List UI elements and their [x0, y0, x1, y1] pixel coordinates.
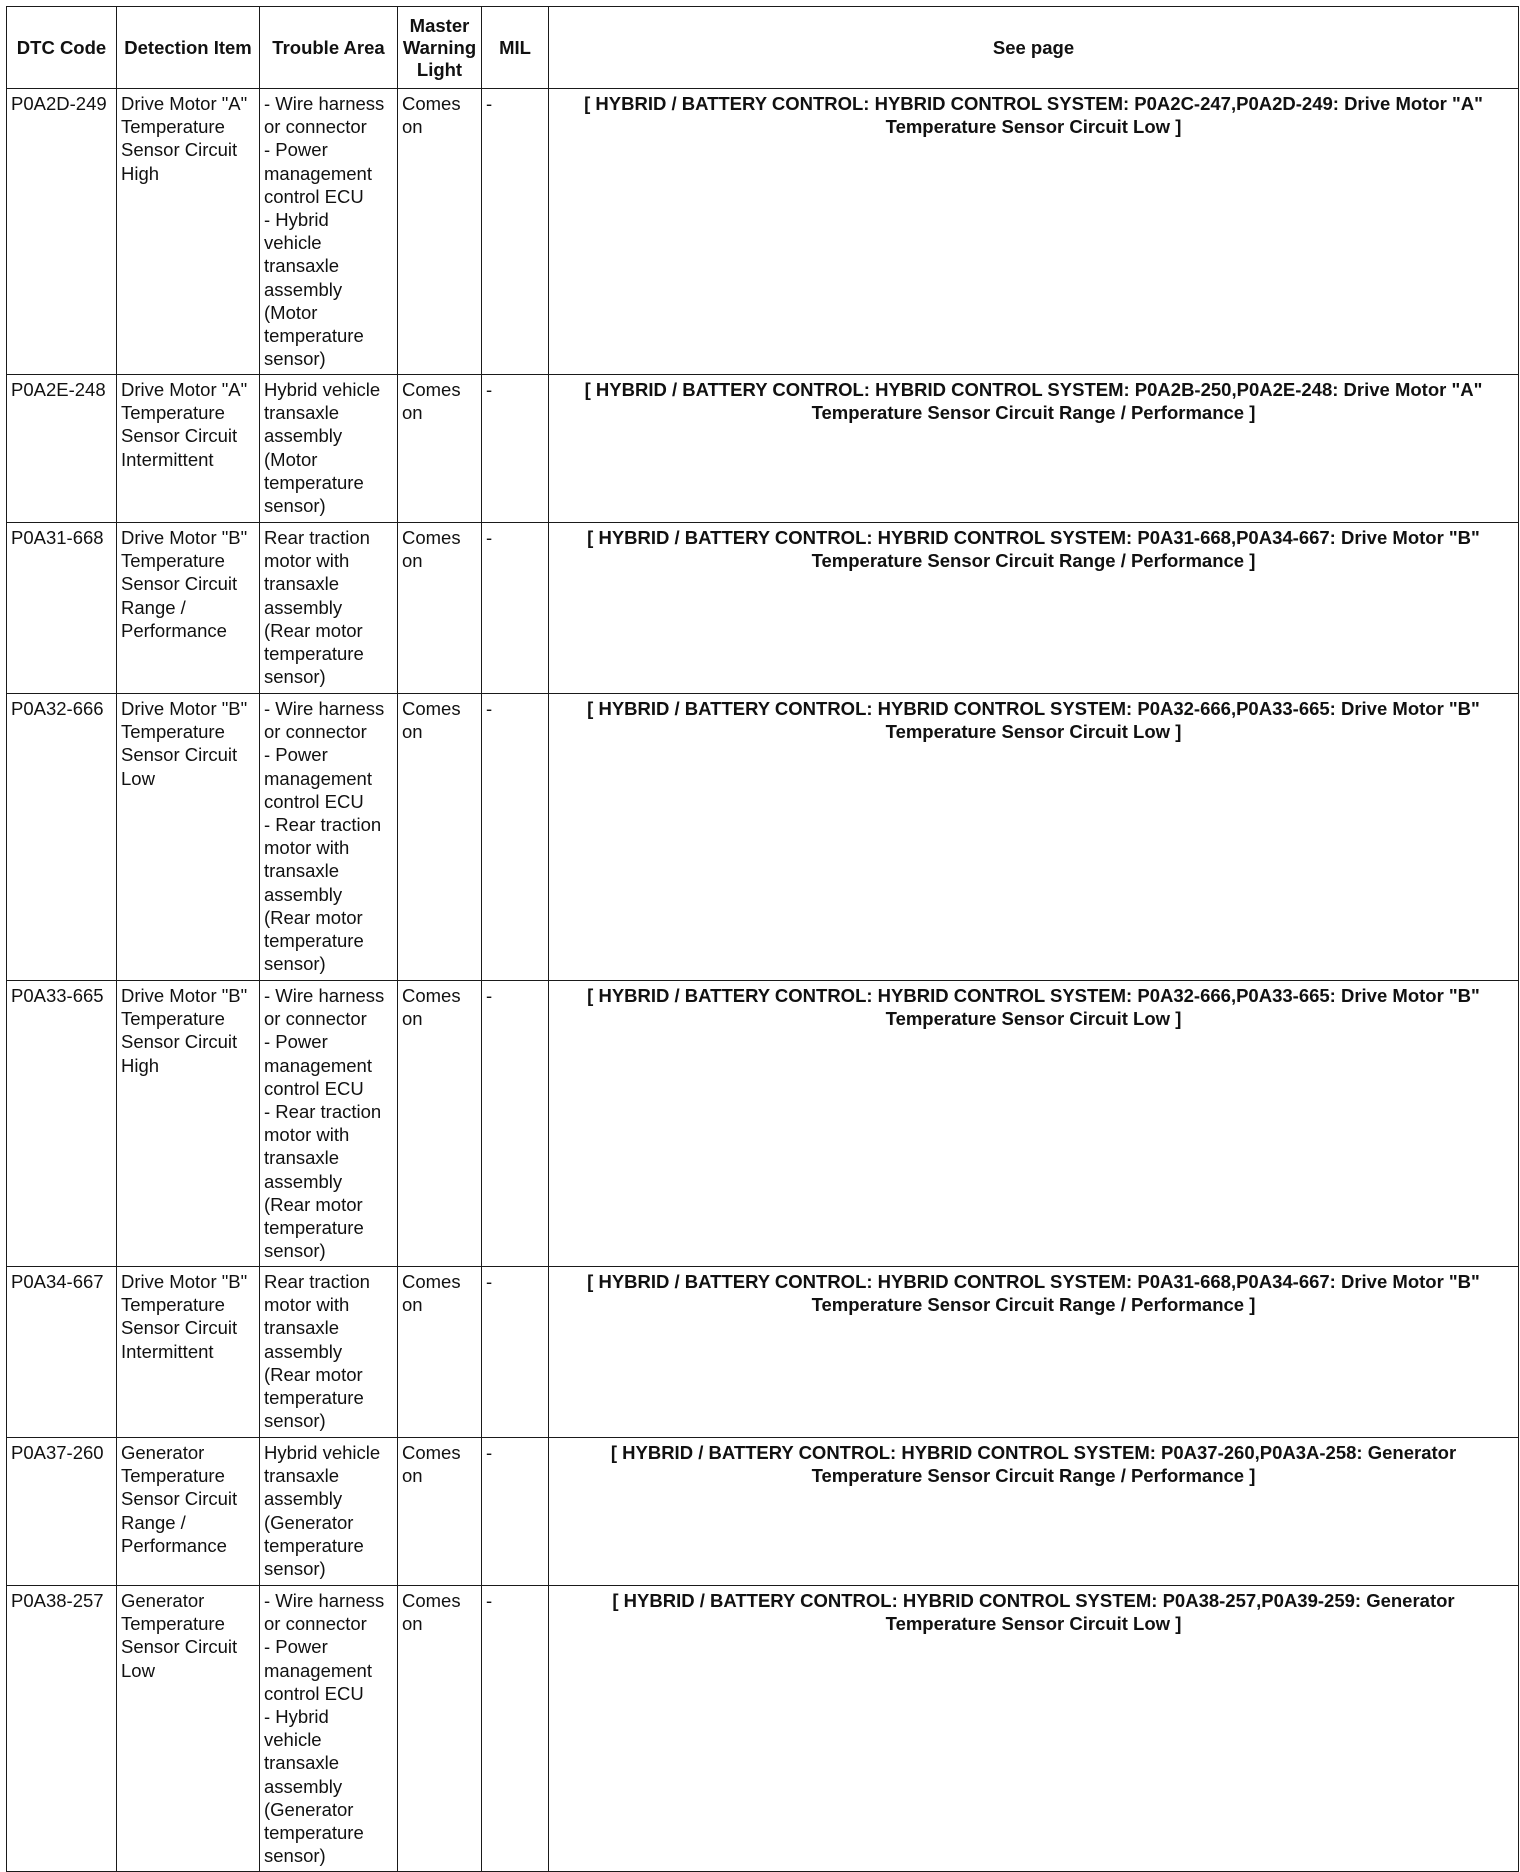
see-page-link[interactable]: [ HYBRID / BATTERY CONTROL: HYBRID CONTROL SYSTEM: P0A32-666,P0A33-665: Drive Motor "B" Temperature Sensor Circuit Low ] — [549, 981, 1519, 1267]
detection-item-cell: Generator Temperature Sensor Circuit Range / Performance — [117, 1438, 260, 1586]
header-mil: MIL — [482, 7, 549, 89]
dtc-code-cell: P0A34-667 — [7, 1267, 117, 1438]
see-page-link[interactable]: [ HYBRID / BATTERY CONTROL: HYBRID CONTROL SYSTEM: P0A38-257,P0A39-259: Generator Temperature Sensor Circuit Low ] — [549, 1586, 1519, 1872]
table-row — [7, 981, 1519, 1267]
master-warning-light-cell: Comes on — [398, 375, 482, 523]
header-detection-item: Detection Item — [117, 7, 260, 89]
mil-cell: - — [482, 694, 549, 981]
master-warning-light-cell: Comes on — [398, 1438, 482, 1586]
dtc-code-cell: P0A37-260 — [7, 1438, 117, 1586]
mil-cell: - — [482, 1267, 549, 1438]
master-warning-light-cell: Comes on — [398, 523, 482, 694]
mil-cell: - — [482, 1586, 549, 1872]
dtc-table — [6, 6, 1519, 1872]
table-row — [7, 1267, 1519, 1438]
dtc-code-cell: P0A2D-249 — [7, 89, 117, 375]
see-page-link[interactable]: [ HYBRID / BATTERY CONTROL: HYBRID CONTROL SYSTEM: P0A31-668,P0A34-667: Drive Motor "B" Temperature Sensor Circuit Range / Performance ] — [549, 1267, 1519, 1438]
dtc-code-cell: P0A2E-248 — [7, 375, 117, 523]
trouble-area-cell: - Wire harness or connector - Power management control ECU - Rear traction motor with transaxle assembly (Rear motor temperature sensor) — [260, 694, 398, 981]
detection-item-cell: Generator Temperature Sensor Circuit Low — [117, 1586, 260, 1872]
trouble-area-cell: Hybrid vehicle transaxle assembly (Generator temperature sensor) — [260, 1438, 398, 1586]
master-warning-light-cell: Comes on — [398, 89, 482, 375]
trouble-area-cell: - Wire harness or connector - Power management control ECU - Hybrid vehicle transaxle assembly (Generator temperature sensor) — [260, 1586, 398, 1872]
header-see-page: See page — [549, 7, 1519, 89]
mil-cell: - — [482, 375, 549, 523]
header-trouble-area: Trouble Area — [260, 7, 398, 89]
see-page-link[interactable]: [ HYBRID / BATTERY CONTROL: HYBRID CONTROL SYSTEM: P0A2C-247,P0A2D-249: Drive Motor "A" Temperature Sensor Circuit Low ] — [549, 89, 1519, 375]
dtc-code-cell: P0A32-666 — [7, 694, 117, 981]
detection-item-cell: Drive Motor "A" Temperature Sensor Circuit High — [117, 89, 260, 375]
dtc-code-cell: P0A33-665 — [7, 981, 117, 1267]
see-page-link[interactable]: [ HYBRID / BATTERY CONTROL: HYBRID CONTROL SYSTEM: P0A32-666,P0A33-665: Drive Motor "B" Temperature Sensor Circuit Low ] — [549, 694, 1519, 981]
mil-cell: - — [482, 1438, 549, 1586]
dtc-code-cell: P0A31-668 — [7, 523, 117, 694]
table-row — [7, 694, 1519, 981]
mil-cell: - — [482, 523, 549, 694]
table-row — [7, 1438, 1519, 1586]
header-dtc-code: DTC Code — [7, 7, 117, 89]
detection-item-cell: Drive Motor "B" Temperature Sensor Circuit Low — [117, 694, 260, 981]
trouble-area-cell: Rear traction motor with transaxle assembly (Rear motor temperature sensor) — [260, 523, 398, 694]
detection-item-cell: Drive Motor "A" Temperature Sensor Circuit Intermittent — [117, 375, 260, 523]
table-row — [7, 523, 1519, 694]
detection-item-cell: Drive Motor "B" Temperature Sensor Circuit Intermittent — [117, 1267, 260, 1438]
table-row — [7, 1586, 1519, 1872]
master-warning-light-cell: Comes on — [398, 1586, 482, 1872]
trouble-area-cell: - Wire harness or connector - Power management control ECU - Hybrid vehicle transaxle assembly (Motor temperature sensor) — [260, 89, 398, 375]
table-row — [7, 89, 1519, 375]
master-warning-light-cell: Comes on — [398, 1267, 482, 1438]
mil-cell: - — [482, 981, 549, 1267]
trouble-area-cell: Rear traction motor with transaxle assembly (Rear motor temperature sensor) — [260, 1267, 398, 1438]
mil-cell: - — [482, 89, 549, 375]
table-row — [7, 375, 1519, 523]
header-master-warning-light: Master Warning Light — [398, 7, 482, 89]
master-warning-light-cell: Comes on — [398, 694, 482, 981]
detection-item-cell: Drive Motor "B" Temperature Sensor Circuit Range / Performance — [117, 523, 260, 694]
header-row — [7, 7, 1519, 89]
see-page-link[interactable]: [ HYBRID / BATTERY CONTROL: HYBRID CONTROL SYSTEM: P0A31-668,P0A34-667: Drive Motor "B" Temperature Sensor Circuit Range / Performance ] — [549, 523, 1519, 694]
see-page-link[interactable]: [ HYBRID / BATTERY CONTROL: HYBRID CONTROL SYSTEM: P0A2B-250,P0A2E-248: Drive Motor "A" Temperature Sensor Circuit Range / Performance ] — [549, 375, 1519, 523]
see-page-link[interactable]: [ HYBRID / BATTERY CONTROL: HYBRID CONTROL SYSTEM: P0A37-260,P0A3A-258: Generator Temperature Sensor Circuit Range / Performance ] — [549, 1438, 1519, 1586]
detection-item-cell: Drive Motor "B" Temperature Sensor Circuit High — [117, 981, 260, 1267]
trouble-area-cell: - Wire harness or connector - Power management control ECU - Rear traction motor with transaxle assembly (Rear motor temperature sensor) — [260, 981, 398, 1267]
dtc-code-cell: P0A38-257 — [7, 1586, 117, 1872]
trouble-area-cell: Hybrid vehicle transaxle assembly (Motor temperature sensor) — [260, 375, 398, 523]
master-warning-light-cell: Comes on — [398, 981, 482, 1267]
